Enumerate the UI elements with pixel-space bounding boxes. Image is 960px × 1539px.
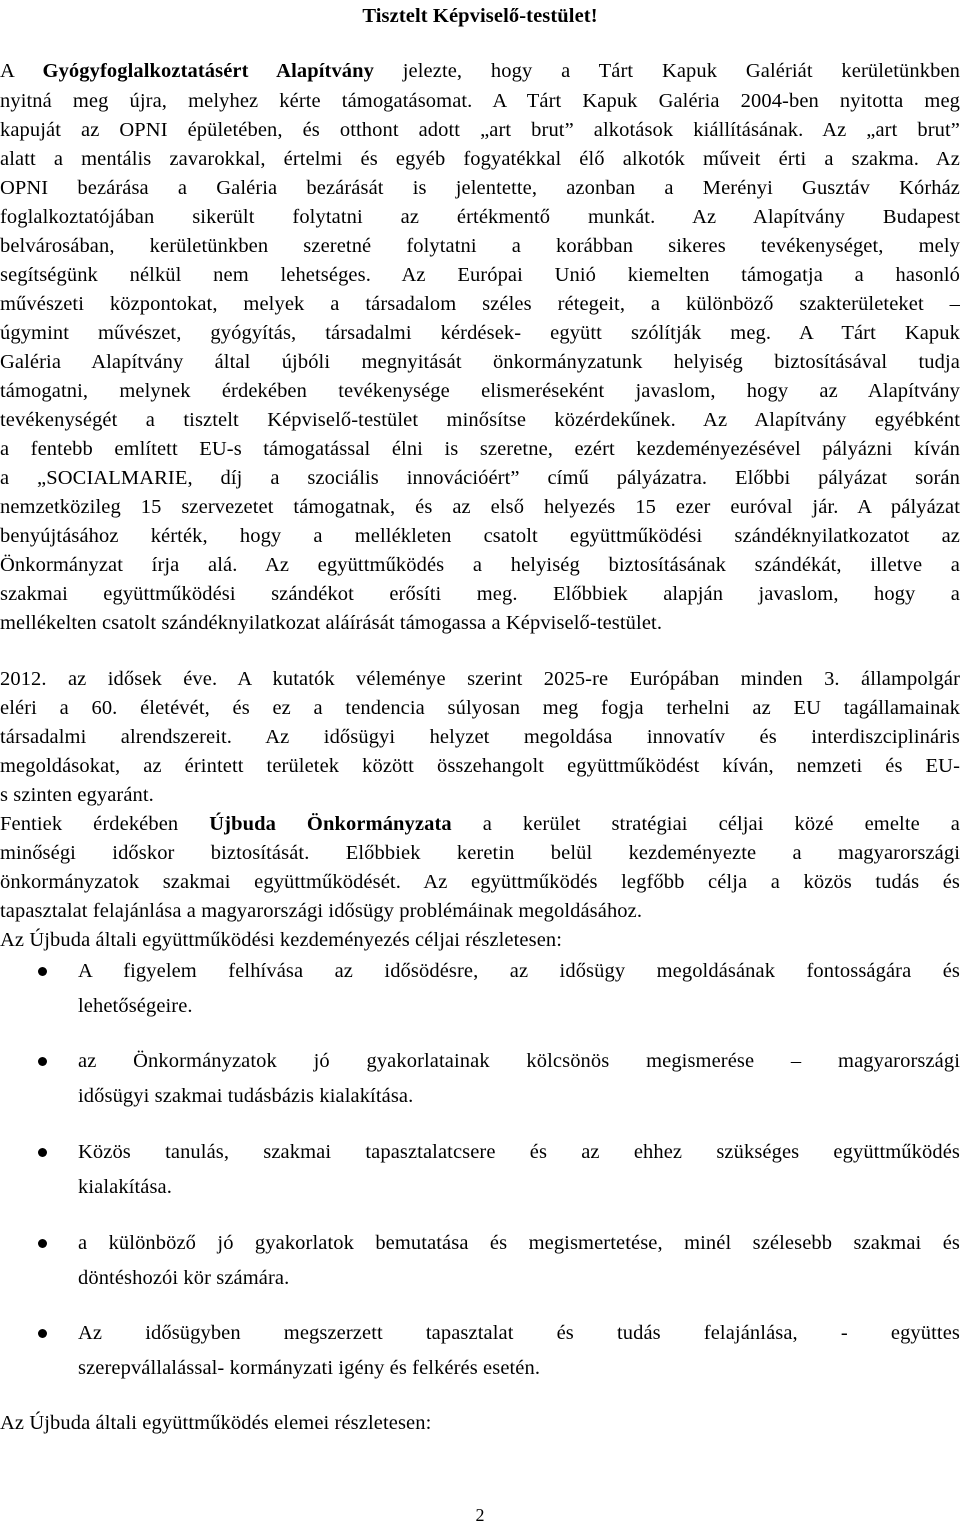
paragraph-line: támogatni, melynek érdekében tevékenysége elismeréseként javaslom, hogy az Alapítvány [0,380,960,402]
paragraph-line: foglalkoztatójában sikerült folytatni az értékmentő munkát. Az Alapítvány Budapest [0,206,960,228]
paragraph-line: s szinten egyaránt. [0,784,154,806]
paragraph-line: művészeti központokat, melyek a társadalom széles rétegeit, a különböző szakterületeket – [0,293,960,315]
bullet-icon [38,1057,47,1066]
municipality-name: Újbuda Önkormányzata [209,813,452,835]
paragraph-line: OPNI bezárása a Galéria bezárását is jelentette, azonban a Merényi Gusztáv Kórház [0,177,960,199]
document-page: Tisztelt Képviselő-testület! A Gyógyfoglalkoztatásért Alapítvány jelezte, hogy a Tárt Kapuk Galériát kerületünkben nyitná meg újra, melyhez kérte támogatásomat. A Tárt Kapuk Galéria 2004-ben nyitotta meg kapuját az OPNI épületében, és otthont adott „art brut” alkotások kiállításának. Az „art brut” alatt a mentális zavarokkal, értelmi és egyéb fogyatékkal élő alkotók műveit érti a szakma. Az OPNI bezárása a Galéria bezárását is jelentette, azonban a Merényi Gusztáv Kórház foglalkoztatójában sikerült folytatni az értékmentő munkát. Az Alapítvány Budapest belvárosában, kerületünkben szeretné folytatni a korábban sikeres tevékenységet, mely segítségünk nélkül nem lehetséges. Az Európai Unió kiemelten támogatja a hasonló művészeti központokat, melyek a társadalom széles rétegeit, a különböző szakterületeket – úgymint művészet, gyógyítás, társadalmi kérdések- együtt szólítják meg. A Tárt Kapuk Galéria Alapítvány által újbóli megnyitását önkormányzatunk helyiség biztosításával tudja támogatni, melynek érdekében tevékenysége elismeréseként javaslom, hogy az Alapítvány tevékenységét a tisztelt Képviselő-testület minősítse közérdekűnek. Az Alapítvány egyébként a fentebb említett EU-s támogatással élni is szeretne, ezért kezdeményezésével pályázni kíván a „SOCIALMARIE, díj a szociális innovációért” című pályázatra. Előbbi pályázat során nemzetközileg 15 szervezetet támogatnak, és az első helyezés 15 ezer euróval jár. A pályázat benyújtásához kérték, hogy a mellékleten csatolt együttműködési szándéknyilatkozatot az Önkormányzat írja alá. Az együttműködés a helyiség biztosításának szándékát, illetve a szakmai együttműködési szándékot erősíti meg. Előbbiek alapján javaslom, hogy a mellékelten csatolt szándéknyilatkozat aláírását támogassa a Képviselő-testület. 2012. az idősek éve. A kutatók véleménye szerint 2025-re Európában minden 3. állampolgár eléri a 60. életévét, és ez a tendencia súlyosan meg fogja terhelni az EU tagállamainak társadalmi alrendszereit. Az idősügyi helyzet megoldása innovatív és interdiszciplináris megoldásokat, az érintett területek között összehangolt együttműködést kíván, nemzeti és EU- s szinten egyaránt. Fentiek érdekében Újbuda Önkormányzata a kerület stratégiai céljai közé emelte a minőségi időskor biztosítását. Előbbiek keretin belül kezdeményezte a magyarországi önkormányzatok szakmai együttműködését. Az együttműködés legfőbb célja a közös tudás és tapasztalat felajánlása a magyarországi idősügy problémáinak megoldásához. Az Újbuda általi együttműködési kezdeményezés céljai részletesen: A figyelem felhívása az idősödésre, az idősügy megoldásának fontosságára és lehetőségeire. az Önkormányzatok jó gyakorlatainak kölcsönös megismerése – magyarországi idősügyi szakmai tudásbázis kialakítása. Közös tanulás, szakmai tapasztalatcsere és az ehhez szükséges együttműködés kialakítása. a különböző jó gyakorlatok bemutatása és megismertetése, minél szélesebb szakmai és döntéshozói kör számára. Az idősügyben megszerzett tapasztalat és tudás felajánlása, - együttes szerepvállalással- kormányzati igény és felkérés esetén. Az Újbuda általi együttműködés elemei részletesen: 2 [0,0,960,1539]
paragraph-line: mellékelten csatolt szándéknyilatkozat aláírását támogassa a Képviselő-testület. [0,612,663,634]
paragraph-line: alatt a mentális zavarokkal, értelmi és egyéb fogyatékkal élő alkotók műveit érti a szakma. Az [0,148,960,170]
bullet-icon [38,967,47,976]
paragraph-line: kapuját az OPNI épületében, és otthont adott „art brut” alkotások kiállításának. Az „art brut” [0,119,960,141]
paragraph-line: önkormányzatok szakmai együttműködését. Az együttműködés legfőbb célja a közös tudás és [0,871,960,893]
bullet-icon [38,1148,47,1157]
paragraph-line: Galéria Alapítvány által újbóli megnyitását önkormányzatunk helyiség biztosításával tudja [0,351,960,373]
page-number: 2 [475,1505,485,1525]
elements-intro: Az Újbuda általi együttműködés elemei részletesen: [0,1412,432,1434]
paragraph-line: 2012. az idősek éve. A kutatók véleménye szerint 2025-re Európában minden 3. állampolgár [0,668,960,690]
paragraph-line: szakmai együttműködési szándékot erősíti meg. Előbbiek alapján javaslom, hogy a [0,583,960,605]
foundation-name: Gyógyfoglalkoztatásért Alapítvány [42,60,374,82]
paragraph-line: nemzetközileg 15 szervezetet támogatnak, és az első helyezés 15 ezer euróval jár. A pályázat [0,496,960,518]
paragraph-line: minőségi időskor biztosítását. Előbbiek keretin belül kezdeményezte a magyarországi [0,842,960,864]
paragraph-line: eléri a 60. életévét, és ez a tendencia súlyosan meg fogja terhelni az EU tagállamainak [0,697,960,719]
goals-intro: Az Újbuda általi együttműködési kezdeményezés céljai részletesen: [0,929,563,951]
paragraph-line: segítségünk nélkül nem lehetséges. Az Európai Unió kiemelten támogatja a hasonló [0,264,960,286]
paragraph-line: A Gyógyfoglalkoztatásért Alapítvány jelezte, hogy a Tárt Kapuk Galériát kerületünkben [0,60,960,82]
paragraph-line: Fentiek érdekében Újbuda Önkormányzata a kerület stratégiai céljai közé emelte a [0,813,960,835]
paragraph-line: nyitná meg újra, melyhez kérte támogatásomat. A Tárt Kapuk Galéria 2004-ben nyitotta meg [0,90,960,112]
paragraph-line: úgymint művészet, gyógyítás, társadalmi kérdések- együtt szólítják meg. A Tárt Kapuk [0,322,960,344]
paragraph-line: tapasztalat felajánlása a magyarországi idősügy problémáinak megoldásához. [0,900,643,922]
paragraph-line: a „SOCIALMARIE, díj a szociális innovációért” című pályázatra. Előbbi pályázat során [0,467,960,489]
bullet-icon [38,1329,47,1338]
paragraph-line: társadalmi alrendszereit. Az idősügyi helyzet megoldása innovatív és interdiszciplináris [0,726,960,748]
paragraph-line: benyújtásához kérték, hogy a mellékleten csatolt együttműködési szándéknyilatkozatot az [0,525,960,547]
document-title: Tisztelt Képviselő-testület! [362,5,598,27]
paragraph-line: tevékenységét a tisztelt Képviselő-testület minősítse közérdekűnek. Az Alapítvány egyébként [0,409,960,431]
paragraph-line: Önkormányzat írja alá. Az együttműködés a helyiség biztosításának szándékát, illetve a [0,554,960,576]
paragraph-line: belvárosában, kerületünkben szeretné folytatni a korábban sikeres tevékenységet, mely [0,235,960,257]
paragraph-line: megoldásokat, az érintett területek között összehangolt együttműködést kíván, nemzeti és EU- [0,755,960,777]
bullet-icon [38,1239,47,1248]
paragraph-line: a fentebb említett EU-s támogatással élni is szeretne, ezért kezdeményezésével pályázni kíván [0,438,960,460]
